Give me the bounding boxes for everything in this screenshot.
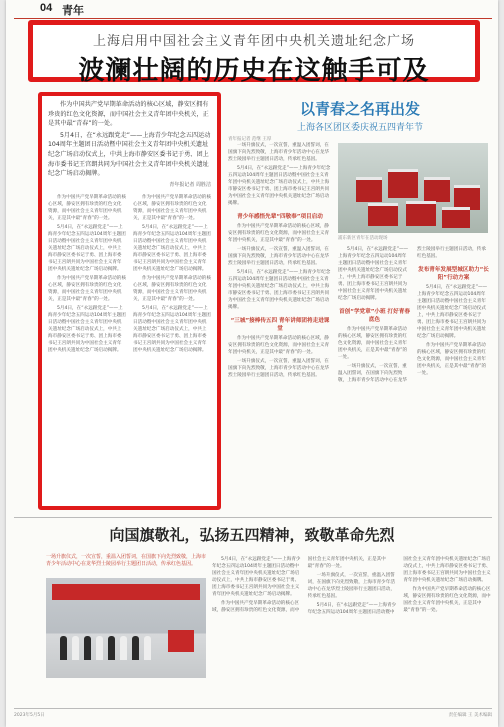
body-para: 一场升旗仪式，一次宣誓，重温入团誓词，在国旗下向先烈致敬，上海市青少年活动中心在龙华烈士陵园举行主题团日活动，传承红色基因。 <box>307 573 395 599</box>
lead-article-highlight-box <box>38 92 221 510</box>
right-feature-subtitle: 上海各区团区委庆祝五四青年节 <box>296 123 423 133</box>
lead-byline: 青年报记者 周胜洁 <box>169 181 211 188</box>
body-para: 5月4日，在“永远跟党走”——上海青少年纪念五四运动104周年主题团日活动暨中国社会主义青年团中央机关遗址纪念广场启动仪式上，中共上海市静安区委书记于勇、团上海市委书记王宫朗共同为中国社会主义青年团中央机关遗址纪念广场启动揭牌。 <box>417 285 488 339</box>
page-footer <box>14 708 492 718</box>
body-para: 5月4日，在“永远跟党走”——上海青少年纪念五四运动104周年主题团日活动暨中国社会主义青年团中央机关遗址纪念广场启动仪式上，中共上海市静安区委书记于勇、团上海市委书记王宫朗共同为中国社会主义青年团中央机关遗址纪念广场启动揭牌。 <box>228 270 331 310</box>
section-divider <box>14 517 492 518</box>
ceremony-banner <box>52 584 200 600</box>
body-para: 5月4日，在“永远跟党走”——上海青少年纪念五四运动104周年主题团日活动暨中国社会主义青年团中央机关遗址纪念广场启动仪式上，中共上海市静安区委书记于勇、团上海市委书记王宫朗共同为中国社会主义青年团中央机关遗址纪念广场启动揭牌。 <box>228 166 331 206</box>
footer-date: 2023年5月5日 <box>14 713 45 718</box>
lead-body-para: 5月4日，在“永远跟党走”——上海青少年纪念五四运动104周年主题团日活动暨中国社会主义青年团中央机关遗址纪念广场启动仪式上，中共上海市静安区委书记于勇、团上海市委书记王宫朗共同为中国社会主义青年团中央机关遗址纪念广场启动揭牌。 <box>48 305 126 353</box>
right-feature-title: 以青春之名再出发 <box>299 100 420 118</box>
footer-editor: 责任编辑 王 美术编辑 <box>448 713 492 718</box>
lead-body-para: 作为中国共产党早期革命活动的核心区域，静安区拥有珍贵的红色文化资源，而中国社会主义青年团中央机关，正是其中最“青春”的一处。 <box>133 194 211 221</box>
body-para: 作为中国共产党早期革命活动的核心区域，静安区拥有珍贵的红色文化资源，而中国社会主义青年团中央机关，正是其中最“青春”的一处。 <box>338 327 408 360</box>
body-para: 一场升旗仪式，一次宣誓，重温入团誓词，在国旗下向先烈致敬，上海市青少年活动中心在龙华烈士陵园举行主题团日活动，传承红色基因。 <box>228 247 330 266</box>
body-para: 5月4日，在“永远跟党走”——上海青少年纪念五四运动104周年主题团日活动暨中国社会主义青年团中央机关遗址纪念广场启动仪式上，中共上海市静安区委书记于勇、团上海市委书记王宫朗共同为中国社会主义青年团中央机关遗址纪念广场启动揭牌。 <box>212 557 301 597</box>
photo-caption: 浦东新区青年在活动现场 <box>338 236 388 241</box>
section-name: 青年 <box>62 4 84 17</box>
feature-subhead: 发布青年发展型城区助力“长阳”行动方案 <box>418 267 489 281</box>
headline-subtitle: 上海启用中国社会主义青年团中央机关遗址纪念广场 <box>92 34 415 49</box>
body-para: 作为中国共产党早期革命活动的核心区域，静安区拥有珍贵的红色文化资源，而中国社会主义青年团中央机关，正是其中最“青春”的一处。 <box>228 224 330 243</box>
tent-shape <box>406 201 436 226</box>
bottom-article-body <box>212 556 492 686</box>
lead-body-para: 5月4日，在“永远跟党走”——上海青少年纪念五四运动104周年主题团日活动暨中国社会主义青年团中央机关遗址纪念广场启动仪式上，中共上海市静安区委书记于勇、团上海市委书记王宫朗共同为中国社会主义青年团中央机关遗址纪念广场启动揭牌。 <box>133 305 211 353</box>
lead-intro-2: 5月4日，在“永远跟党走”——上海青少年纪念五四运动104周年主题团日活动暨中国社会主义青年团中央机关遗址纪念广场启动仪式上，中共上海市静安区委书记于勇、团上海市委书记王宫朗共同为中国社会主义青年团中央机关遗址纪念广场启动揭牌。 <box>48 131 211 178</box>
bottom-article-intro: 一场升旗仪式，一次宣誓，重温入团誓词，在国旗下向先烈致敬，上海市青少年活动中心在龙华烈士陵园举行主题团日活动，传承红色基因。 <box>46 554 207 568</box>
page-number: 04 <box>40 2 53 14</box>
tent-shape <box>442 207 470 228</box>
body-para: 5月4日，在“永远跟党走”——上海青少年纪念五四运动104周年主题团日活动暨中国社会主义青年团中央机关遗址纪念广场启动仪式上，中共上海市静安区委书记于勇、团上海市委书记王宫朗共同为中国社会主义青年团中央机关遗址纪念广场启动揭牌。 <box>338 247 409 301</box>
red-flag <box>168 630 194 652</box>
body-para: 一场升旗仪式，一次宣誓，重温入团誓词，在国旗下向先烈致敬，上海市青少年活动中心在龙华烈士陵园举行主题团日活动，传承红色基因。 <box>228 143 330 162</box>
lead-body <box>48 194 211 356</box>
tent-shape <box>356 177 382 202</box>
masthead <box>14 2 492 19</box>
headline-title: 波澜壮阔的历史在这触手可及 <box>78 56 430 86</box>
person-figure <box>144 636 151 660</box>
body-para: 5月4日，在“永远跟党走”——上海青少年纪念五四运动104周年主题团日活动暨中国社会主义青年团中央机关遗址纪念广场启动仪式上，中共上海市静安区委书记于勇、团上海市委书记王宫朗共同为中国社会主义青年团中央机关遗址纪念广场启动揭牌。 <box>307 557 491 615</box>
body-para: 作为中国共产党早期革命活动的核心区域，静安区拥有珍贵的红色文化资源，而中国社会主义青年团中央机关，正是其中最“青春”的一处。 <box>403 587 491 613</box>
person-figure <box>72 636 79 660</box>
feature-subhead: “三城”接棒传五四 青年讲师团将走进课堂 <box>230 318 330 332</box>
right-feature-column-1 <box>228 136 332 381</box>
body-para: 作为中国共产党早期革命活动的核心区域，静安区拥有珍贵的红色文化资源，而中国社会主义青年团中央机关，正是其中最“青春”的一处。 <box>417 343 487 376</box>
newspaper-page <box>6 0 498 727</box>
body-para: 一场升旗仪式，一次宣誓，重温入团誓词，在国旗下向先烈致敬，上海市青少年活动中心在龙华烈士陵园举行主题团日活动，传承红色基因。 <box>338 247 486 383</box>
lead-body-para: 作为中国共产党早期革命活动的核心区域，静安区拥有珍贵的红色文化资源，而中国社会主义青年团中央机关，正是其中最“青春”的一处。 <box>133 275 211 302</box>
right-feature-columns <box>338 246 490 514</box>
person-figure <box>96 636 103 660</box>
body-para: 作为中国共产党早期革命活动的核心区域，静安区拥有珍贵的红色文化资源，而中国社会主义青年团中央机关，正是其中最“青春”的一处。 <box>228 336 330 355</box>
person-figure <box>84 636 91 660</box>
feature-subhead: 青少年感悟先辈“四敬奉”项目启动 <box>237 214 323 220</box>
lead-body-para: 5月4日，在“永远跟党走”——上海青少年纪念五四运动104周年主题团日活动暨中国社会主义青年团中央机关遗址纪念广场启动仪式上，中共上海市静安区委书记于勇、团上海市委书记王宫朗共同为中国社会主义青年团中央机关遗址纪念广场启动揭牌。 <box>48 224 126 272</box>
event-photo-tents <box>338 143 488 233</box>
tent-shape <box>424 177 450 202</box>
lead-body-para: 作为中国共产党早期革命活动的核心区域，静安区拥有珍贵的红色文化资源，而中国社会主义青年团中央机关，正是其中最“青春”的一处。 <box>48 275 126 302</box>
right-feature-header <box>226 98 494 133</box>
body-para: 作为中国共产党早期革命活动的核心区域，静安区拥有珍贵的红色文化资源，而中国社会主义青年团中央机关，正是其中最“青春”的一处。 <box>212 557 386 613</box>
right-feature-byline: 青年报记者 范继 王厚 <box>228 137 272 142</box>
bottom-article-title: 向国旗敬礼，弘扬五四精神，致敬革命先烈 <box>109 526 395 544</box>
lead-body-para: 作为中国共产党早期革命活动的核心区域，静安区拥有珍贵的红色文化资源，而中国社会主义青年团中央机关，正是其中最“青春”的一处。 <box>48 194 126 221</box>
tent-shape <box>388 169 418 198</box>
body-para: 一场升旗仪式，一次宣誓，重温入团誓词，在国旗下向先烈致敬，上海市青少年活动中心在龙华烈士陵园举行主题团日活动，传承红色基因。 <box>228 359 330 378</box>
feature-subhead: 首创“学党章”小班 打好青春底色 <box>339 309 410 323</box>
lead-body-para: 5月4日，在“永远跟党走”——上海青少年纪念五四运动104周年主题团日活动暨中国社会主义青年团中央机关遗址纪念广场启动仪式上，中共上海市静安区委书记于勇、团上海市委书记王宫朗共同为中国社会主义青年团中央机关遗址纪念广场启动揭牌。 <box>133 224 211 272</box>
tent-shape <box>368 203 398 226</box>
lead-intro-1: 作为中国共产党早期革命活动的核心区域，静安区拥有珍贵的红色文化资源，而中国社会主义青年团中央机关，正是其中最“青春”的一处。 <box>48 101 209 128</box>
person-figure <box>60 636 67 660</box>
headline-highlight-box <box>28 20 480 86</box>
person-figure <box>108 636 115 660</box>
person-figure <box>120 636 127 660</box>
ceremony-photo <box>46 578 206 678</box>
person-figure <box>132 636 139 660</box>
